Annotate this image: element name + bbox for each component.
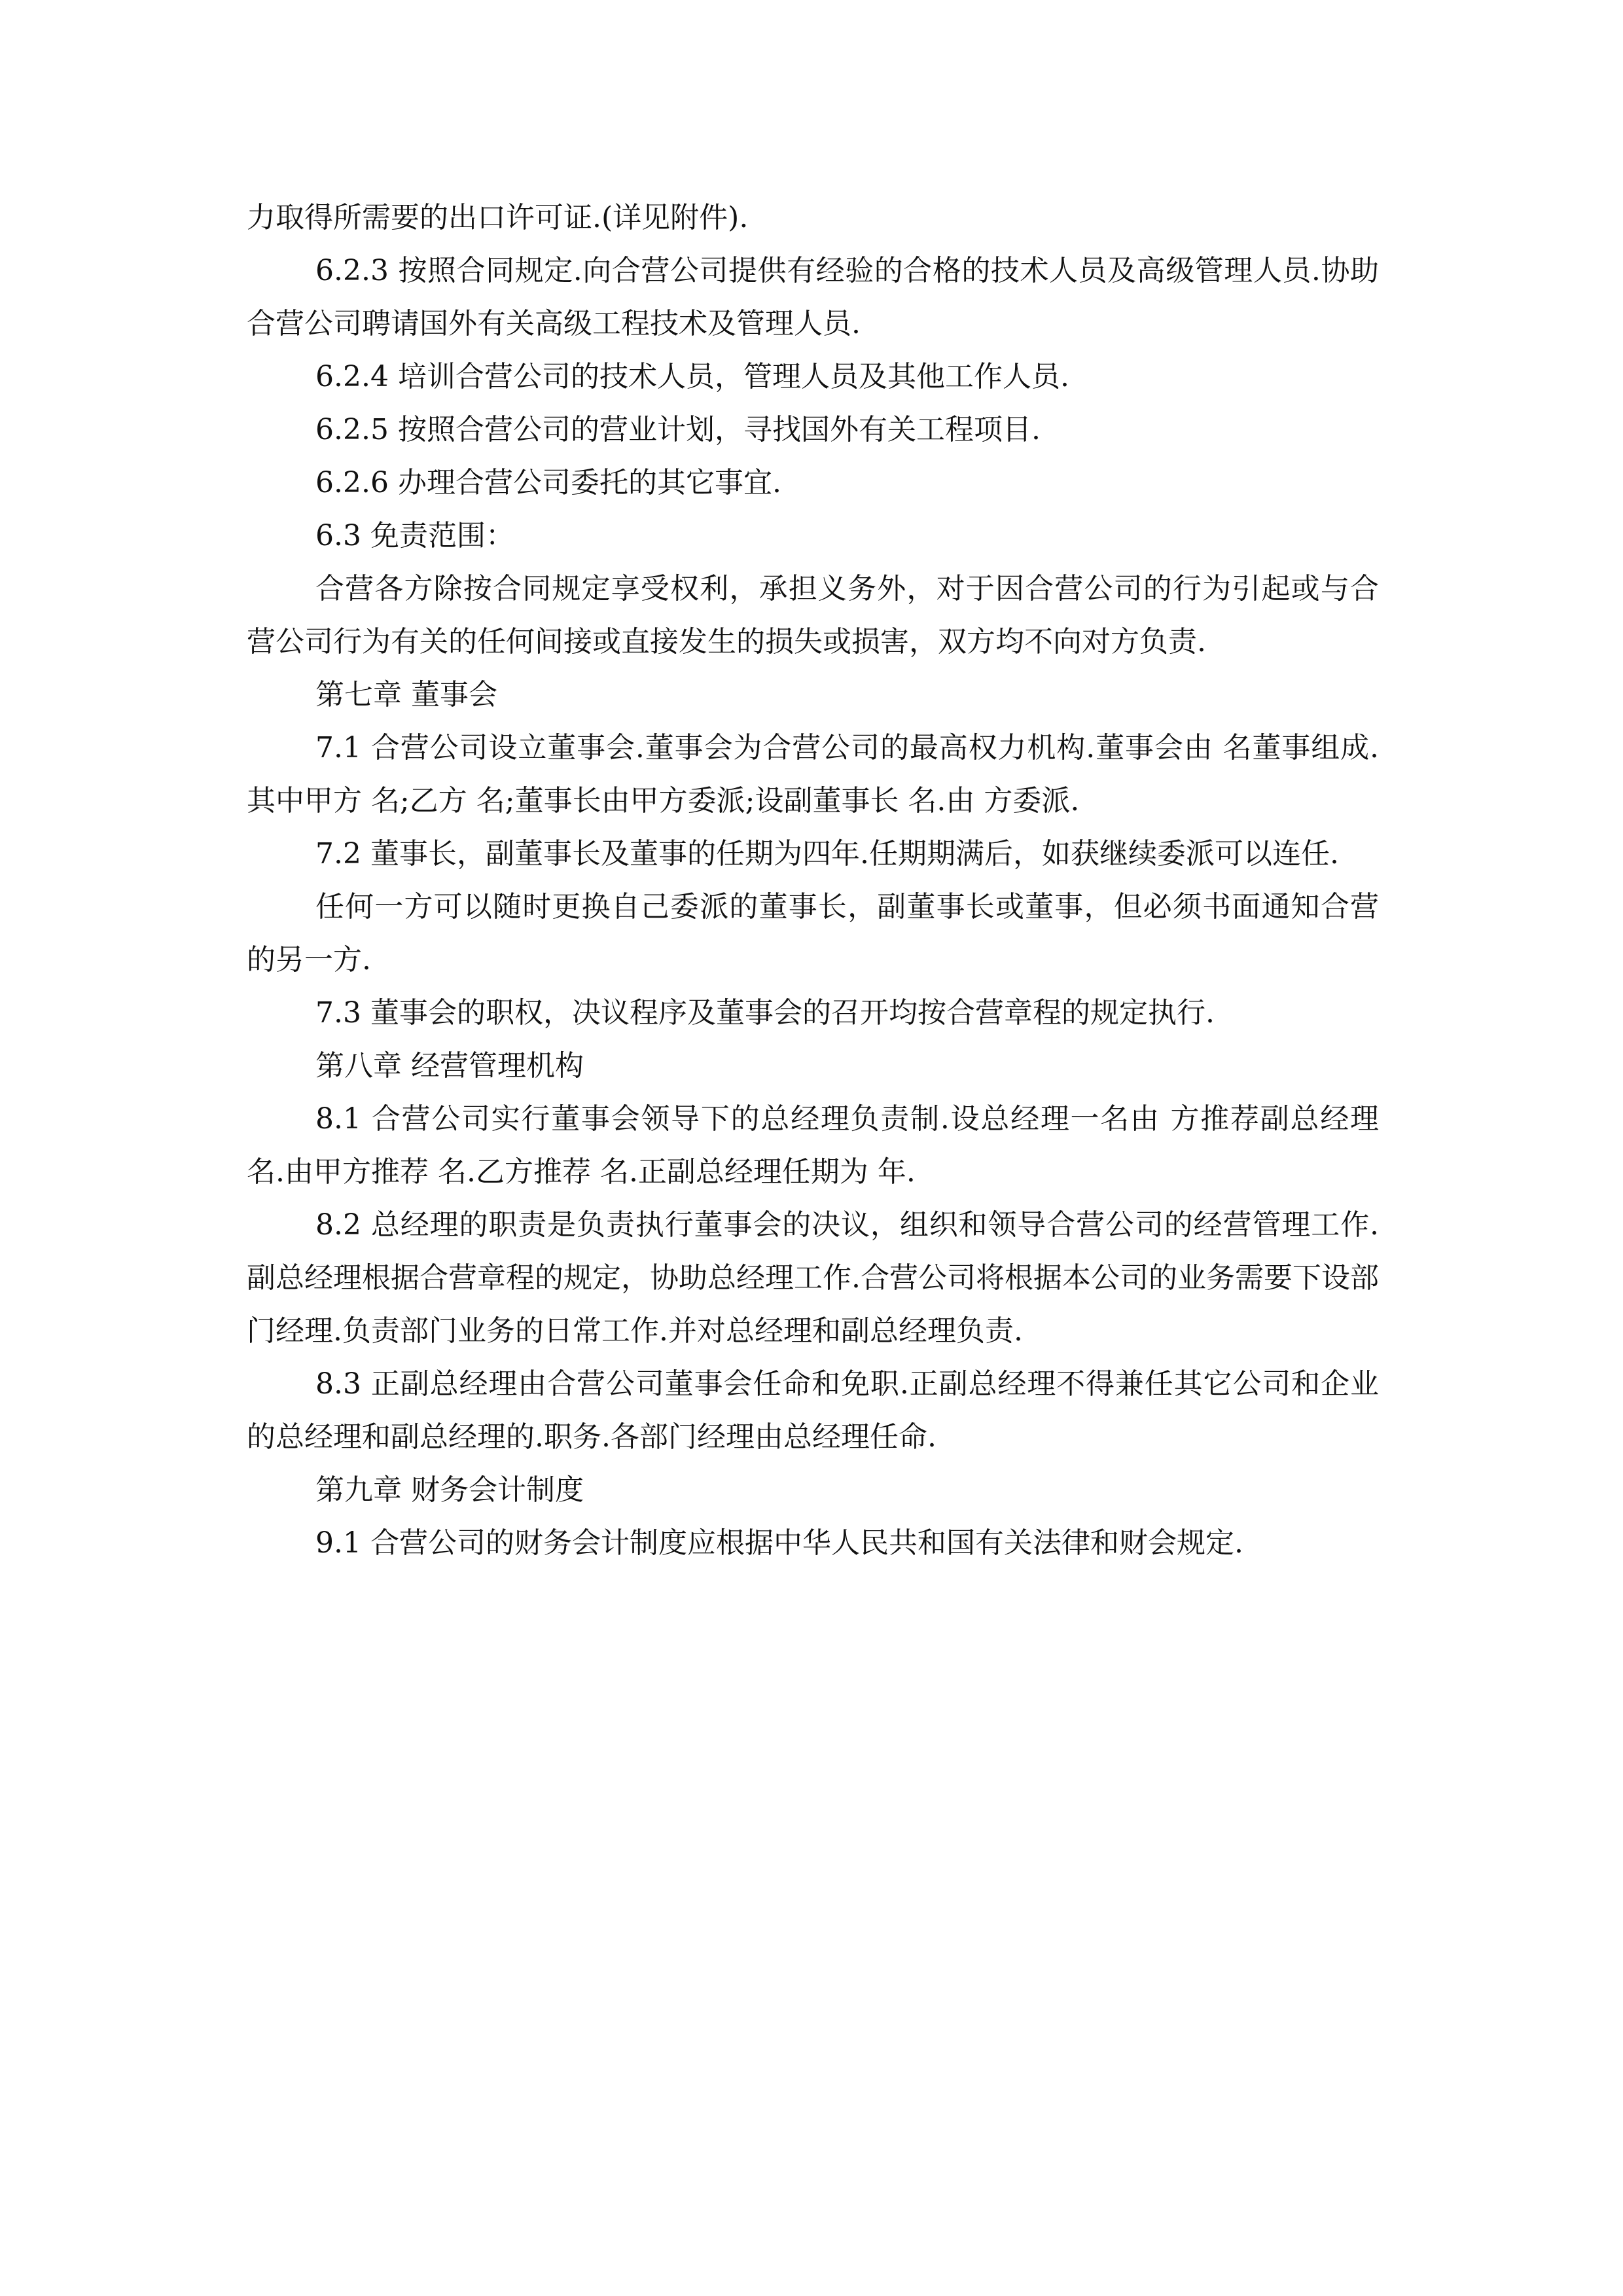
paragraph-7-2: 7.2 董事长，副董事长及董事的任期为四年.任期期满后，如获继续委派可以连任. [315, 837, 1339, 870]
paragraph-6-2-4: 6.2.4 培训合营公司的技术人员，管理人员及其他工作人员. [315, 360, 1069, 393]
paragraph-9-1: 9.1 合营公司的财务会计制度应根据中华人民共和国有关法律和财会规定. [315, 1526, 1243, 1560]
paragraph-7-1: 7.1 合营公司设立董事会.董事会为合营公司的最高权力机构.董事会由 名董事组成.其中甲方 名;乙方 名;董事长由甲方委派;设副董事长 名.由 方委派. [247, 731, 1379, 817]
paragraph-8-1: 8.1 合营公司实行董事会领导下的总经理负责制.设总经理一名由 方推荐副总经理 名.由甲方推荐 名.乙方推荐 名.正副总经理任期为 年. [247, 1102, 1379, 1189]
paragraph-8-2: 8.2 总经理的职责是负责执行董事会的决议，组织和领导合营公司的经营管理工作.副总经理根据合营章程的规定，协助总经理工作.合营公司将根据本公司的业务需要下设部门经理.负责部门业务的日常工作.并对总经理和副总经理负责. [247, 1208, 1379, 1348]
paragraph-6-2-3: 6.2.3 按照合同规定.向合营公司提供有经验的合格的技术人员及高级管理人员.协助合营公司聘请国外有关高级工程技术及管理人员. [247, 254, 1379, 340]
paragraph-6-2-6: 6.2.6 办理合营公司委托的其它事宜. [315, 466, 781, 499]
paragraph-6-2-5: 6.2.5 按照合营公司的营业计划，寻找国外有关工程项目. [315, 413, 1041, 446]
chapter-heading-8: 第八章 经营管理机构 [315, 1049, 584, 1083]
paragraph-7-3: 7.3 董事会的职权，决议程序及董事会的召开均按合营章程的规定执行. [315, 996, 1215, 1030]
paragraph-export-license: 力取得所需要的出口许可证.(详见附件). [247, 201, 749, 234]
paragraph-replace-directors: 任何一方可以随时更换自己委派的董事长，副董事长或董事，但必须书面通知合营的另一方. [247, 890, 1379, 977]
paragraph-8-3: 8.3 正副总经理由合营公司董事会任命和免职.正副总经理不得兼任其它公司和企业的总经理和副总经理的.职务.各部门经理由总经理任命. [247, 1367, 1379, 1454]
chapter-heading-7: 第七章 董事会 [315, 678, 497, 711]
paragraph-exemption: 合营各方除按合同规定享受权利，承担义务外，对于因合营公司的行为引起或与合营公司行为有关的任何间接或直接发生的损失或损害，双方均不向对方负责. [247, 572, 1379, 658]
chapter-heading-9: 第九章 财务会计制度 [315, 1473, 584, 1507]
section-heading-6-3: 6.3 免责范围： [315, 519, 514, 552]
document-body [247, 191, 1379, 1570]
